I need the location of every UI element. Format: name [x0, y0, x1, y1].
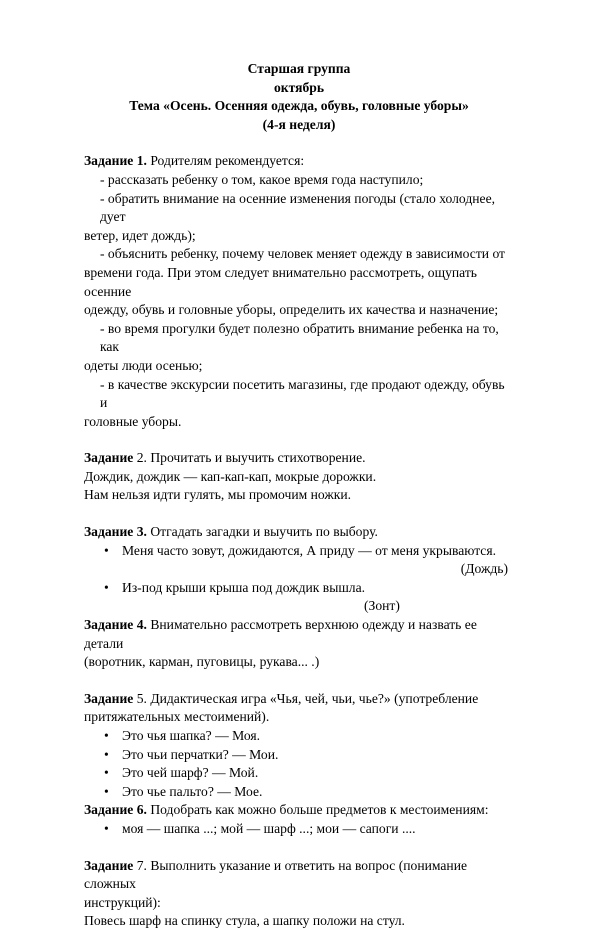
document-header — [84, 60, 514, 134]
poem-line: Дождик, дождик — кап-кап-кап, мокрые дорожки. — [84, 468, 377, 484]
group-title: Старшая группа — [247, 61, 351, 76]
task-1-item: времени года. При этом следует внимательно рассмотреть, ощупать осенние — [84, 264, 477, 299]
dialog-item: • Это чьи перчатки? — Мои. — [84, 746, 514, 765]
task-1-heading — [84, 152, 514, 171]
dialog-list — [84, 727, 514, 801]
pronoun-list — [84, 820, 514, 839]
riddle-item: • Из-под крыши крыша под дождик вышла. — [84, 579, 514, 598]
dialog-item: • Это чей шарф? — Мой. — [84, 764, 514, 783]
task-2-heading — [84, 449, 514, 468]
task-1-item: - объяснить ребенку, почему человек меняет одежду в зависимости от — [100, 246, 505, 262]
task-7 — [84, 857, 514, 931]
riddle-answer: (Зонт) — [364, 598, 400, 614]
task-3-heading — [84, 523, 514, 542]
task-7-heading — [84, 857, 514, 894]
task-3-intro: Отгадать загадки и выучить по выбору. — [146, 524, 378, 540]
task-1-item: одеты люди осенью; — [84, 357, 203, 373]
task-6-intro: Подобрать как можно больше предметов к местоимениям: — [146, 802, 489, 818]
task-7-instruction: Повесь шарф на спинку стула, а шапку положи на стул. — [84, 913, 405, 929]
task-1-item: - во время прогулки будет полезно обратить внимание ребенка на то, как — [100, 320, 499, 355]
task-4 — [84, 616, 514, 672]
task-2-intro: 2. Прочитать и выучить стихотворение. — [133, 450, 366, 466]
task-6-label: Задание 6. — [84, 802, 147, 818]
task-4-line: (воротник, карман, пуговицы, рукава... .) — [84, 654, 320, 670]
task-6-heading — [84, 801, 514, 820]
task-1 — [84, 152, 514, 431]
task-4-label: Задание 4. — [84, 617, 147, 633]
pronoun-item: • моя — шапка ...; мой — шарф ...; мои — сапоги .... — [84, 820, 514, 839]
task-1-item: одежду, обувь и головные уборы, определить их качества и назначение; — [84, 302, 499, 318]
task-7-line: инструкций): — [84, 894, 161, 910]
topic-title: Тема «Осень. Осенняя одежда, обувь, головные уборы» — [129, 98, 469, 114]
task-1-item: - в качестве экскурсии посетить магазины, где продают одежду, обувь и — [100, 376, 505, 411]
task-1-label: Задание 1. — [84, 153, 147, 169]
riddle-list — [84, 542, 514, 561]
task-2 — [84, 449, 514, 505]
task-5 — [84, 690, 514, 802]
document-page — [84, 60, 514, 931]
task-2-label: Задание — [84, 450, 134, 466]
task-1-intro: Родителям рекомендуется: — [146, 153, 305, 169]
poem-line: Нам нельзя идти гулять, мы промочим ножки. — [84, 487, 352, 503]
task-1-item: головные уборы. — [84, 413, 182, 429]
task-1-item: - рассказать ребенку о том, какое время года наступило; — [100, 171, 424, 187]
riddle-answer: (Дождь) — [460, 561, 508, 577]
task-7-intro: 7. Выполнить указание и ответить на вопрос (понимание сложных — [84, 857, 468, 892]
dialog-item: • Это чья шапка? — Моя. — [84, 727, 514, 746]
task-4-intro: Внимательно рассмотреть верхнюю одежду и назвать ее детали — [84, 617, 477, 651]
task-7-label: Задание — [84, 857, 134, 873]
riddle-list — [84, 579, 514, 598]
task-3-label: Задание 3. — [84, 524, 147, 540]
task-5-line: притяжательных местоимений). — [84, 709, 270, 725]
task-5-intro: 5. Дидактическая игра «Чья, чей, чьи, чье?» (употребление — [133, 690, 479, 706]
task-5-label: Задание — [84, 690, 134, 706]
riddle-item: • Меня часто зовут, дожидаются, А приду — от меня укрываются. — [84, 542, 514, 561]
task-1-item: - обратить внимание на осенние изменения погоды (стало холоднее, дует — [100, 190, 495, 225]
task-1-item: ветер, идет дождь); — [84, 227, 196, 243]
task-4-heading — [84, 616, 514, 653]
week-title: (4-я неделя) — [262, 116, 336, 132]
task-3 — [84, 523, 514, 616]
dialog-item: • Это чье пальто? — Мое. — [84, 783, 514, 802]
task-6 — [84, 801, 514, 838]
task-5-heading — [84, 690, 514, 709]
month-title: октябрь — [273, 79, 325, 95]
